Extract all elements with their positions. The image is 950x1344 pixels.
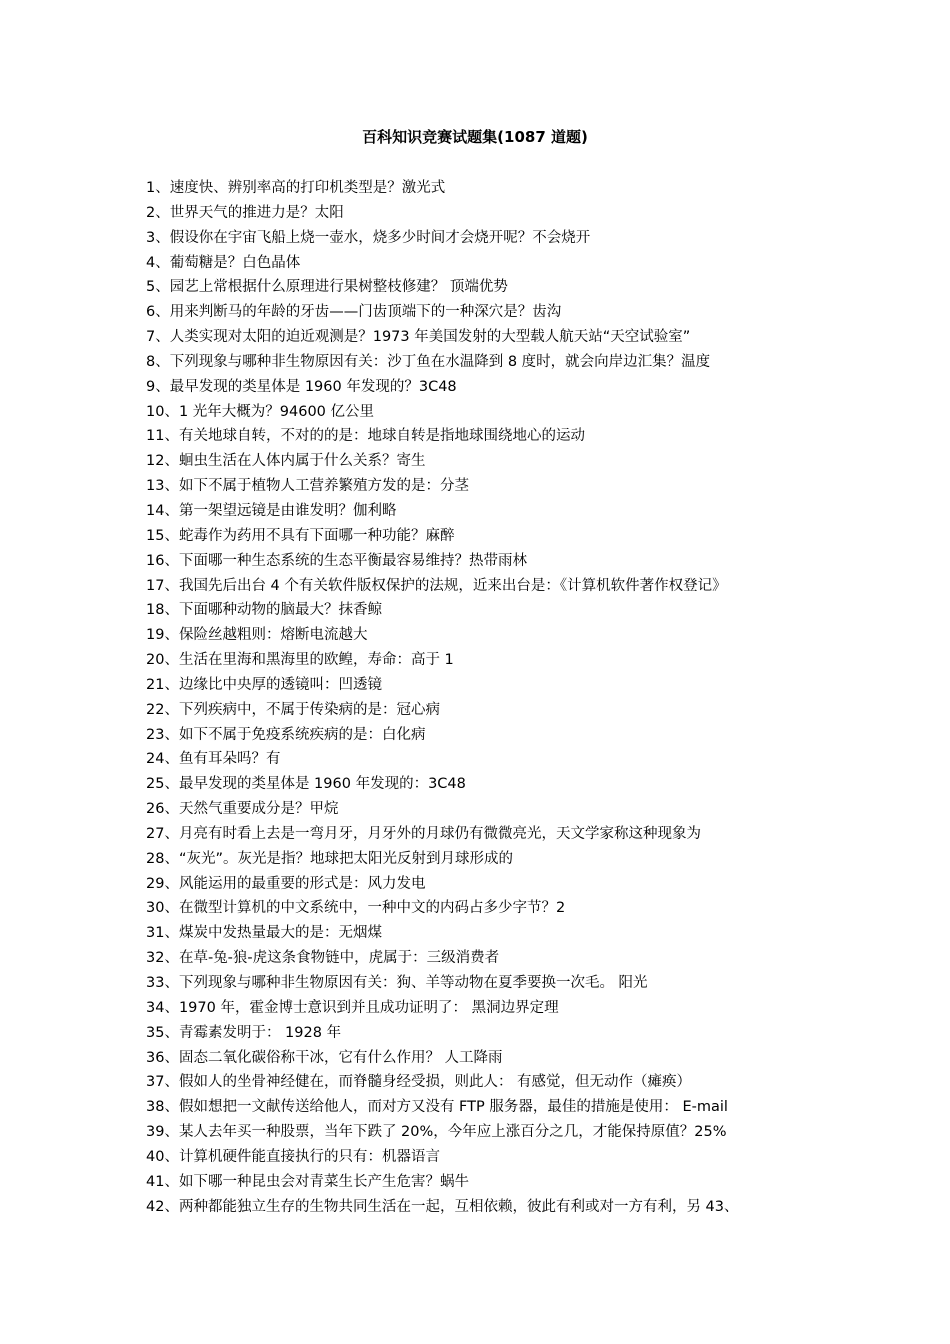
question-line: 21、边缘比中央厚的透镜叫：凹透镜 <box>146 676 382 693</box>
question-line: 27、月亮有时看上去是一弯月牙，月牙外的月球仍有微微亮光，天文学家称这种现象为 <box>146 825 701 842</box>
question-line: 10、1 光年大概为？94600 亿公里 <box>146 403 375 420</box>
question-line: 4、葡萄糖是？白色晶体 <box>146 254 301 271</box>
question-line: 2、世界天气的推进力是？太阳 <box>146 204 344 221</box>
question-line: 25、最早发现的类星体是 1960 年发现的：3C48 <box>146 776 466 793</box>
question-line: 18、下面哪种动物的脑最大？抹香鲸 <box>146 602 382 619</box>
question-line: 23、如下不属于免疫系统疾病的是：白化病 <box>146 726 426 743</box>
question-line: 39、某人去年买一种股票，当年下跌了 20%，今年应上涨百分之几，才能保持原值？25% <box>146 1124 727 1141</box>
question-line: 1、速度快、辨别率高的打印机类型是？激光式 <box>146 180 446 196</box>
question-line: 24、鱼有耳朵吗？有 <box>146 751 281 768</box>
question-list <box>146 176 866 1219</box>
question-line: 12、蛔虫生活在人体内属于什么关系？寄生 <box>146 453 426 470</box>
question-line: 33、下列现象与哪种非生物原因有关：狗、羊等动物在夏季要换一次毛。 阳光 <box>146 975 648 991</box>
document-title: 百科知识竞赛试题集(1087 道题) <box>362 128 588 146</box>
question-line: 29、风能运用的最重要的形式是：风力发电 <box>146 875 426 892</box>
question-line: 5、园艺上常根据什么原理进行果树整枝修建？ 顶端优势 <box>146 279 508 296</box>
question-line: 17、我国先后出台 4 个有关软件版权保护的法规，近来出台是：《计算机软件著作权登记》 <box>146 577 727 594</box>
question-line: 26、天然气重要成分是？甲烷 <box>146 801 339 818</box>
question-line: 34、1970 年，霍金博士意识到并且成功证明了： 黑洞边界定理 <box>146 999 559 1016</box>
question-line: 38、假如想把一文献传送给他人，而对方又没有 FTP 服务器，最佳的措施是使用： E-mail <box>146 1099 728 1116</box>
question-line: 11、有关地球自转，不对的的是：地球自转是指地球围绕地心的运动 <box>146 428 585 445</box>
question-line: 32、在草-兔-狼-虎这条食物链中，虎属于：三级消费者 <box>146 950 500 967</box>
question-line: 28、“灰光”。灰光是指？地球把太阳光反射到月球形成的 <box>146 850 513 867</box>
question-line: 40、计算机硬件能直接执行的只有：机器语言 <box>146 1148 440 1165</box>
question-line: 3、假设你在宇宙飞船上烧一壶水，烧多少时间才会烧开呢？不会烧开 <box>146 229 591 246</box>
question-line: 22、下列疾病中，不属于传染病的是：冠心病 <box>146 701 440 718</box>
question-line: 36、固态二氧化碳俗称干冰，它有什么作用？ 人工降雨 <box>146 1049 503 1066</box>
question-line: 13、如下不属于植物人工营养繁殖方发的是：分茎 <box>146 478 469 495</box>
question-line: 15、蛇毒作为药用不具有下面哪一种功能？麻醉 <box>146 527 455 544</box>
question-line: 42、两种都能独立生存的生物共同生活在一起，互相依赖，彼此有利或对一方有利，另 43、 <box>146 1198 739 1215</box>
question-line: 37、假如人的坐骨神经健在，而脊髓身经受损，则此人： 有感觉，但无动作（瘫痪） <box>146 1074 692 1091</box>
question-line: 41、如下哪一种昆虫会对青菜生长产生危害？蜗牛 <box>146 1173 469 1190</box>
question-line: 9、最早发现的类星体是 1960 年发现的？3C48 <box>146 378 457 395</box>
question-line: 30、在微型计算机的中文系统中，一种中文的内码占多少字节？2 <box>146 900 566 917</box>
question-line: 20、生活在里海和黑海里的欧鳇，寿命：高于 1 <box>146 652 454 669</box>
question-line: 16、下面哪一种生态系统的生态平衡最容易维持？热带雨林 <box>146 552 527 569</box>
question-line: 8、下列现象与哪种非生物原因有关：沙丁鱼在水温降到 8 度时，就会向岸边汇集？温度 <box>146 353 711 370</box>
question-line: 6、用来判断马的年龄的牙齿——门齿顶端下的一种深穴是？齿沟 <box>146 304 562 321</box>
question-line: 14、第一架望远镜是由谁发明？伽利略 <box>146 502 397 519</box>
question-line: 31、煤炭中发热量最大的是：无烟煤 <box>146 925 382 942</box>
question-line: 35、青霉素发明于： 1928 年 <box>146 1024 342 1041</box>
question-line: 7、人类实现对太阳的迫近观测是？1973 年美国发射的大型载人航天站“天空试验室” <box>146 329 691 346</box>
question-line: 19、保险丝越粗则：熔断电流越大 <box>146 627 368 644</box>
